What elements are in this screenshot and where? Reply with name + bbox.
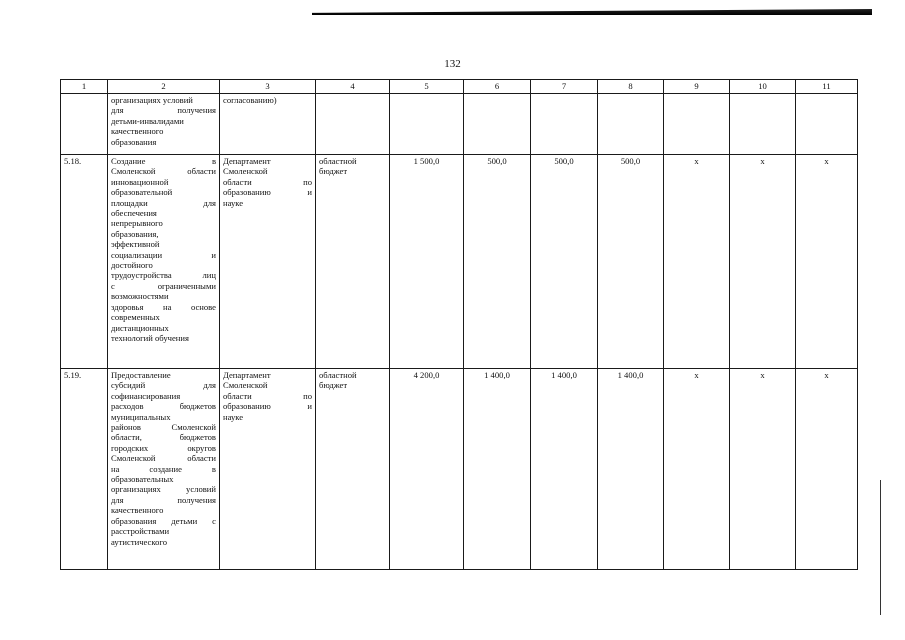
text-line: площадки для bbox=[111, 197, 216, 208]
text-line: образовательных bbox=[111, 474, 174, 485]
cell-code: 5.18. bbox=[61, 155, 108, 369]
text-line: областной bbox=[319, 370, 357, 380]
text-line: возможностями bbox=[111, 291, 169, 302]
cell-year2: 1 400,0 bbox=[531, 369, 598, 570]
text-line: Смоленской bbox=[223, 166, 268, 177]
cell-year3 bbox=[598, 94, 664, 155]
text-line: образованию и bbox=[223, 187, 312, 198]
text-line: Смоленской области bbox=[111, 453, 216, 464]
margin-mark bbox=[880, 480, 881, 615]
text-line: эффективной bbox=[111, 239, 160, 250]
text-line: непрерывного bbox=[111, 218, 163, 229]
text-line: науке bbox=[223, 197, 244, 208]
col-header-8: 8 bbox=[598, 80, 664, 94]
col-header-2: 2 bbox=[108, 80, 220, 94]
text-line: городских округов bbox=[111, 442, 216, 453]
cell-col10 bbox=[730, 94, 796, 155]
budget-table bbox=[60, 79, 858, 570]
cell-year2: 500,0 bbox=[531, 155, 598, 369]
text-line: софинансирования bbox=[111, 390, 181, 401]
cell-col11 bbox=[796, 94, 858, 155]
cell-col11: х bbox=[796, 155, 858, 369]
col-header-6: 6 bbox=[464, 80, 531, 94]
name-line: качественного bbox=[111, 126, 164, 137]
text-line: образованию и bbox=[223, 401, 312, 412]
text-line: образования детьми с bbox=[111, 515, 216, 526]
cell-total: 1 500,0 bbox=[390, 155, 464, 369]
cell-source bbox=[316, 369, 390, 570]
cell-code bbox=[61, 94, 108, 155]
header-rule bbox=[312, 9, 872, 15]
cell-code: 5.19. bbox=[61, 369, 108, 570]
cell-name bbox=[108, 155, 220, 369]
name-line: детьми-инвалидами bbox=[111, 115, 184, 126]
table-row-continuation bbox=[61, 94, 858, 155]
page-number: 132 bbox=[444, 58, 461, 70]
cell-col10: х bbox=[730, 155, 796, 369]
text-line: Смоленской bbox=[223, 380, 268, 391]
text-line: областной bbox=[319, 156, 357, 166]
text-line: Создание в bbox=[111, 156, 216, 166]
text-line: здоровья на основе bbox=[111, 301, 216, 312]
name-line: организациях условий bbox=[111, 95, 193, 105]
cell-col9: х bbox=[664, 155, 730, 369]
executor-line: согласованию) bbox=[223, 95, 277, 105]
cell-col9 bbox=[664, 94, 730, 155]
cell-col9: х bbox=[664, 369, 730, 570]
cell-source bbox=[316, 94, 390, 155]
text-line: области по bbox=[223, 390, 312, 401]
cell-total bbox=[390, 94, 464, 155]
text-line: науке bbox=[223, 411, 244, 422]
col-header-7: 7 bbox=[531, 80, 598, 94]
cell-total: 4 200,0 bbox=[390, 369, 464, 570]
cell-name bbox=[108, 369, 220, 570]
text-line: расстройствами bbox=[111, 526, 170, 537]
cell-executor bbox=[220, 155, 316, 369]
text-line: на создание в bbox=[111, 463, 216, 474]
text-line: области, бюджетов bbox=[111, 432, 216, 443]
text-line: Смоленской области bbox=[111, 166, 216, 177]
text-line: Предоставление bbox=[111, 370, 171, 380]
cell-year3: 1 400,0 bbox=[598, 369, 664, 570]
cell-year1: 500,0 bbox=[464, 155, 531, 369]
text-line: с ограниченными bbox=[111, 280, 216, 291]
name-line: для получения bbox=[111, 105, 216, 116]
text-line: качественного bbox=[111, 505, 164, 516]
text-line: области по bbox=[223, 176, 312, 187]
text-line: достойного bbox=[111, 260, 153, 271]
col-header-1: 1 bbox=[61, 80, 108, 94]
text-line: технологий обучения bbox=[111, 332, 189, 343]
text-line: инновационной bbox=[111, 176, 169, 187]
cell-year1: 1 400,0 bbox=[464, 369, 531, 570]
name-line: образования bbox=[111, 136, 157, 147]
text-line: аутистического bbox=[111, 536, 168, 547]
text-line: районов Смоленской bbox=[111, 422, 216, 433]
cell-name bbox=[108, 94, 220, 155]
text-line: образования, bbox=[111, 228, 159, 239]
header-row bbox=[61, 80, 858, 94]
text-line: расходов бюджетов bbox=[111, 401, 216, 412]
text-line: Департамент bbox=[223, 370, 271, 380]
col-header-3: 3 bbox=[220, 80, 316, 94]
cell-source bbox=[316, 155, 390, 369]
col-header-5: 5 bbox=[390, 80, 464, 94]
cell-executor bbox=[220, 369, 316, 570]
cell-col10: х bbox=[730, 369, 796, 570]
text-line: бюджет bbox=[319, 380, 348, 391]
text-line: Департамент bbox=[223, 156, 271, 166]
text-line: обеспечения bbox=[111, 208, 157, 219]
col-header-9: 9 bbox=[664, 80, 730, 94]
text-line: бюджет bbox=[319, 166, 348, 177]
table-row bbox=[61, 369, 858, 570]
col-header-11: 11 bbox=[796, 80, 858, 94]
table-row bbox=[61, 155, 858, 369]
text-line: трудоустройства лиц bbox=[111, 270, 216, 281]
text-line: для получения bbox=[111, 494, 216, 505]
cell-executor bbox=[220, 94, 316, 155]
text-line: образовательной bbox=[111, 187, 173, 198]
cell-col11: х bbox=[796, 369, 858, 570]
cell-year1 bbox=[464, 94, 531, 155]
text-line: социализации и bbox=[111, 249, 216, 260]
cell-year2 bbox=[531, 94, 598, 155]
cell-year3: 500,0 bbox=[598, 155, 664, 369]
text-line: дистанционных bbox=[111, 322, 169, 333]
text-line: муниципальных bbox=[111, 411, 171, 422]
col-header-10: 10 bbox=[730, 80, 796, 94]
text-line: организациях условий bbox=[111, 484, 216, 495]
text-line: субсидий для bbox=[111, 380, 216, 391]
col-header-4: 4 bbox=[316, 80, 390, 94]
text-line: современных bbox=[111, 312, 160, 323]
